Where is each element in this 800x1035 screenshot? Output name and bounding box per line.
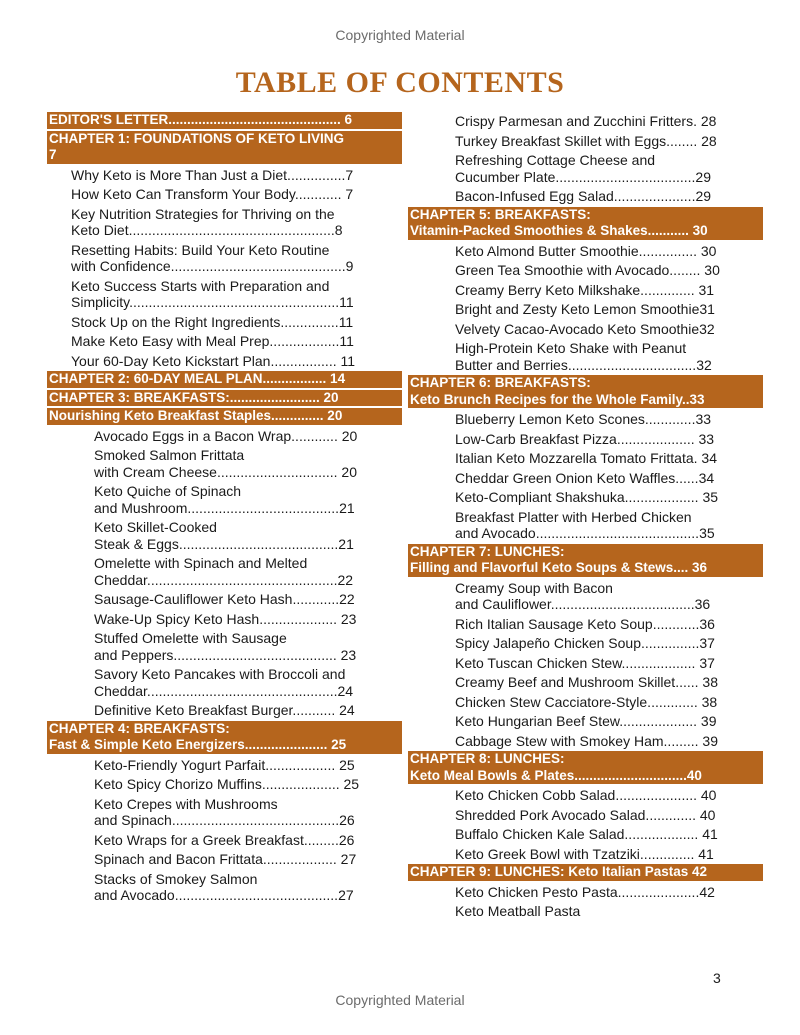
toc-entry[interactable] xyxy=(408,243,763,260)
toc-entry-line: Wake-Up Spicy Keto Hash.................... 23 xyxy=(94,610,357,627)
toc-entry-line: Keto-Compliant Shakshuka................... 35 xyxy=(455,489,719,505)
toc-entry[interactable] xyxy=(408,282,763,299)
toc-entry[interactable] xyxy=(408,787,763,804)
toc-entry-line: Keto-Friendly Yogurt Parfait.................. 25 xyxy=(94,756,355,773)
toc-entry-line: Bright and Zesty Keto Lemon Smoothie31 xyxy=(455,301,715,317)
toc-entry-line: Cabbage Stew with Smokey Ham......... 39 xyxy=(455,732,719,749)
toc-right-column xyxy=(408,110,763,920)
chapter-heading-line: CHAPTER 3: BREAKFASTS:........................ 20 xyxy=(49,389,339,405)
toc-entry-line: Keto Chicken Pesto Pasta.....................42 xyxy=(455,883,715,900)
toc-entry-line: Cucumber Plate....................................29 xyxy=(455,168,711,185)
toc-entry[interactable] xyxy=(408,340,763,373)
toc-entry-line: Chicken Stew Cacciatore-Style............. 38 xyxy=(455,693,718,710)
toc-entry[interactable] xyxy=(408,826,763,843)
toc-entry[interactable] xyxy=(408,450,763,467)
toc-entry[interactable] xyxy=(47,314,402,331)
toc-entry-line: Simplicity......................................................11 xyxy=(71,294,354,310)
toc-entry[interactable] xyxy=(408,846,763,863)
toc-entry[interactable] xyxy=(408,262,763,279)
chapter-heading[interactable] xyxy=(408,864,763,881)
toc-entry-line: Italian Keto Mozzarella Tomato Frittata. 34 xyxy=(455,450,717,466)
toc-entry-line: Smoked Salmon Frittata xyxy=(94,447,245,463)
toc-entry-line: Breakfast Platter with Herbed Chicken xyxy=(455,508,692,525)
toc-entry[interactable] xyxy=(408,431,763,448)
toc-entry[interactable] xyxy=(47,447,402,480)
toc-entry[interactable] xyxy=(47,555,402,588)
chapter-heading[interactable] xyxy=(47,112,402,129)
toc-entry[interactable] xyxy=(47,611,402,628)
toc-entry-line: Definitive Keto Breakfast Burger........... 24 xyxy=(94,702,355,718)
toc-entry[interactable] xyxy=(408,903,763,920)
toc-entry-line: Blueberry Lemon Keto Scones.............33 xyxy=(455,411,712,427)
chapter-heading-line: Vitamin-Packed Smoothies & Shakes........... 30 xyxy=(410,223,708,238)
page-title: TABLE OF CONTENTS xyxy=(235,66,565,99)
toc-entry[interactable] xyxy=(47,851,402,868)
toc-entry[interactable] xyxy=(47,519,402,552)
toc-entry-line: Keto Hungarian Beef Stew.................... 39 xyxy=(455,713,717,729)
toc-entry[interactable] xyxy=(47,428,402,445)
chapter-heading-line: EDITOR'S LETTER.............................................. 6 xyxy=(49,112,353,127)
toc-entry[interactable] xyxy=(408,152,763,185)
toc-entry[interactable] xyxy=(47,186,402,203)
toc-left-column xyxy=(47,110,402,904)
toc-entry-line: Creamy Soup with Bacon xyxy=(455,579,613,596)
toc-entry-line: Cheddar.................................................24 xyxy=(94,682,354,699)
toc-entry[interactable] xyxy=(408,489,763,506)
toc-entry[interactable] xyxy=(47,591,402,608)
toc-entry-line: Rich Italian Sausage Keto Soup............36 xyxy=(455,615,715,632)
toc-entry-line: Crispy Parmesan and Zucchini Fritters. 28 xyxy=(455,113,717,129)
toc-entry-line: Spinach and Bacon Frittata................... 27 xyxy=(94,851,357,867)
toc-entry[interactable] xyxy=(408,470,763,487)
chapter-heading[interactable] xyxy=(408,207,763,240)
toc-entry[interactable] xyxy=(408,733,763,750)
toc-entry-line: Avocado Eggs in a Bacon Wrap............ 20 xyxy=(94,427,358,444)
toc-entry-line: Sausage-Cauliflower Keto Hash............22 xyxy=(94,591,355,607)
toc-entry[interactable] xyxy=(408,509,763,542)
toc-entry-line: and Spinach...........................................26 xyxy=(94,812,355,828)
toc-entry-line: Steak & Eggs.........................................21 xyxy=(94,535,354,552)
toc-entry-line: Keto Meatball Pasta xyxy=(455,903,581,919)
toc-entry[interactable] xyxy=(408,694,763,711)
chapter-heading-line: Nourishing Keto Breakfast Staples.............. 20 xyxy=(49,408,343,423)
toc-entry[interactable] xyxy=(47,776,402,793)
toc-entry-line: Keto Greek Bowl with Tzatziki.............. 41 xyxy=(455,845,714,862)
toc-entry[interactable] xyxy=(408,411,763,428)
toc-entry-line: Cheddar.................................................22 xyxy=(94,571,354,588)
toc-entry-line: Shredded Pork Avocado Salad............. 40 xyxy=(455,806,716,823)
toc-entry-line: Make Keto Easy with Meal Prep..................11 xyxy=(71,333,354,349)
toc-entry-line: Keto Crepes with Mushrooms xyxy=(94,795,278,812)
copyright-watermark-top: Copyrighted Material xyxy=(335,27,465,43)
toc-entry[interactable] xyxy=(408,713,763,730)
toc-entry[interactable] xyxy=(408,113,763,130)
toc-entry-line: How Keto Can Transform Your Body............ 7 xyxy=(71,186,354,202)
chapter-heading[interactable] xyxy=(408,751,763,784)
toc-entry[interactable] xyxy=(47,702,402,719)
toc-entry[interactable] xyxy=(47,796,402,829)
toc-entry-line: Turkey Breakfast Skillet with Eggs........ 28 xyxy=(455,132,717,149)
toc-entry-line: Velvety Cacao-Avocado Keto Smoothie32 xyxy=(455,320,715,337)
toc-entry[interactable] xyxy=(408,655,763,672)
chapter-heading-line: Keto Meal Bowls & Plates..............................40 xyxy=(410,767,702,783)
toc-entry[interactable] xyxy=(47,278,402,311)
toc-entry-line: Stuffed Omelette with Sausage xyxy=(94,630,287,646)
toc-entry[interactable] xyxy=(408,321,763,338)
copyright-watermark-bottom: Copyrighted Material xyxy=(335,992,465,1008)
toc-entry[interactable] xyxy=(408,884,763,901)
page-number: 3 xyxy=(713,970,721,986)
toc-entry[interactable] xyxy=(47,167,402,184)
toc-entry-line: with Confidence.............................................9 xyxy=(71,258,354,274)
toc-entry[interactable] xyxy=(408,635,763,652)
toc-entry-line: High-Protein Keto Shake with Peanut xyxy=(455,340,687,356)
toc-entry-line: Keto Almond Butter Smoothie............... 30 xyxy=(455,242,717,259)
toc-entry[interactable] xyxy=(47,757,402,774)
toc-entry-line: Omelette with Spinach and Melted xyxy=(94,555,308,571)
toc-entry-line: and Mushroom.......................................21 xyxy=(94,499,355,516)
chapter-heading-line: CHAPTER 9: LUNCHES: Keto Italian Pastas 42 xyxy=(410,864,708,879)
toc-entry[interactable] xyxy=(47,353,402,370)
toc-entry-line: Refreshing Cottage Cheese and xyxy=(455,152,656,168)
toc-entry-line: and Avocado..........................................27 xyxy=(94,887,354,903)
toc-entry[interactable] xyxy=(408,807,763,824)
toc-entry[interactable] xyxy=(408,133,763,150)
chapter-heading-line: CHAPTER 7: LUNCHES: xyxy=(410,543,565,559)
toc-entry-line: Keto Quiche of Spinach xyxy=(94,483,242,499)
chapter-heading[interactable] xyxy=(47,371,402,388)
toc-entry[interactable] xyxy=(408,580,763,613)
toc-entry-line: and Avocado..........................................35 xyxy=(455,525,715,541)
toc-entry[interactable] xyxy=(408,301,763,318)
chapter-heading[interactable] xyxy=(47,131,402,164)
chapter-heading[interactable] xyxy=(408,375,763,408)
toc-entry[interactable] xyxy=(47,630,402,663)
toc-entry[interactable] xyxy=(47,832,402,849)
toc-entry-line: Green Tea Smoothie with Avocado........ 30 xyxy=(455,262,720,278)
toc-entry-line: Keto Skillet-Cooked xyxy=(94,519,217,535)
toc-entry-line: and Cauliflower.....................................36 xyxy=(455,596,711,612)
toc-entry[interactable] xyxy=(47,206,402,239)
toc-entry-line: Your 60-Day Keto Kickstart Plan................. 11 xyxy=(71,352,356,369)
chapter-heading-line: CHAPTER 5: BREAKFASTS: xyxy=(410,206,591,222)
toc-entry[interactable] xyxy=(408,616,763,633)
chapter-heading-line: CHAPTER 6: BREAKFASTS: xyxy=(410,375,591,390)
toc-entry[interactable] xyxy=(47,333,402,350)
toc-entry[interactable] xyxy=(47,871,402,904)
chapter-heading-line: Keto Brunch Recipes for the Whole Family..33 xyxy=(410,391,705,407)
toc-entry-line: Keto Success Starts with Preparation and xyxy=(71,277,330,294)
chapter-heading-line: Filling and Flavorful Keto Soups & Stews.... 36 xyxy=(410,560,708,575)
toc-entry-line: Key Nutrition Strategies for Thriving on the xyxy=(71,205,335,222)
toc-entry-line: and Peppers.......................................... 23 xyxy=(94,646,357,663)
chapter-heading-line: CHAPTER 8: LUNCHES: xyxy=(410,751,565,766)
chapter-heading-line: CHAPTER 1: FOUNDATIONS OF KETO LIVING xyxy=(49,130,345,146)
toc-entry-line: Keto Tuscan Chicken Stew................... 37 xyxy=(455,654,715,671)
toc-entry-line: Why Keto is More Than Just a Diet...............7 xyxy=(71,166,354,183)
toc-entry-line: Keto Chicken Cobb Salad..................... 40 xyxy=(455,787,717,803)
toc-entry-line: Creamy Berry Keto Milkshake.............. 31 xyxy=(455,281,715,298)
chapter-heading[interactable] xyxy=(408,544,763,577)
toc-entry-line: Cheddar Green Onion Keto Waffles......34 xyxy=(455,469,715,486)
toc-entry-line: Stock Up on the Right Ingredients...............11 xyxy=(71,313,354,330)
toc-entry[interactable] xyxy=(408,188,763,205)
toc-entry[interactable] xyxy=(408,674,763,691)
toc-entry-line: Savory Keto Pancakes with Broccoli and xyxy=(94,666,346,682)
toc-entry-line: with Cream Cheese............................... 20 xyxy=(94,463,357,480)
toc-entry[interactable] xyxy=(47,483,402,516)
toc-entry-line: Keto Wraps for a Greek Breakfast.........26 xyxy=(94,831,355,848)
toc-entry[interactable] xyxy=(47,666,402,699)
toc-entry-line: Buffalo Chicken Kale Salad................... 41 xyxy=(455,826,718,842)
toc-entry-line: Creamy Beef and Mushroom Skillet...... 38 xyxy=(455,674,718,690)
toc-entry-line: Stacks of Smokey Salmon xyxy=(94,870,258,887)
chapter-heading[interactable] xyxy=(47,408,402,425)
toc-entry-line: Spicy Jalapeño Chicken Soup...............37 xyxy=(455,635,715,651)
toc-entry-line: Keto Diet.....................................................8 xyxy=(71,222,343,238)
toc-entry-line: Resetting Habits: Build Your Keto Routine xyxy=(71,241,330,258)
toc-entry[interactable] xyxy=(47,242,402,275)
chapter-heading[interactable] xyxy=(47,721,402,754)
chapter-heading-line: 7 xyxy=(49,147,57,162)
chapter-heading[interactable] xyxy=(47,390,402,407)
toc-entry-line: Low-Carb Breakfast Pizza.................... 33 xyxy=(455,430,715,447)
toc-entry-line: Bacon-Infused Egg Salad.....................29 xyxy=(455,188,712,204)
chapter-heading-line: CHAPTER 4: BREAKFASTS: xyxy=(49,720,230,736)
chapter-heading-line: CHAPTER 2: 60-DAY MEAL PLAN................. 14 xyxy=(49,371,346,386)
toc-entry-line: Butter and Berries.................................32 xyxy=(455,356,712,373)
toc-entry-line: Keto Spicy Chorizo Muffins.................... 25 xyxy=(94,776,360,792)
chapter-heading-line: Fast & Simple Keto Energizers...................... 25 xyxy=(49,737,347,752)
